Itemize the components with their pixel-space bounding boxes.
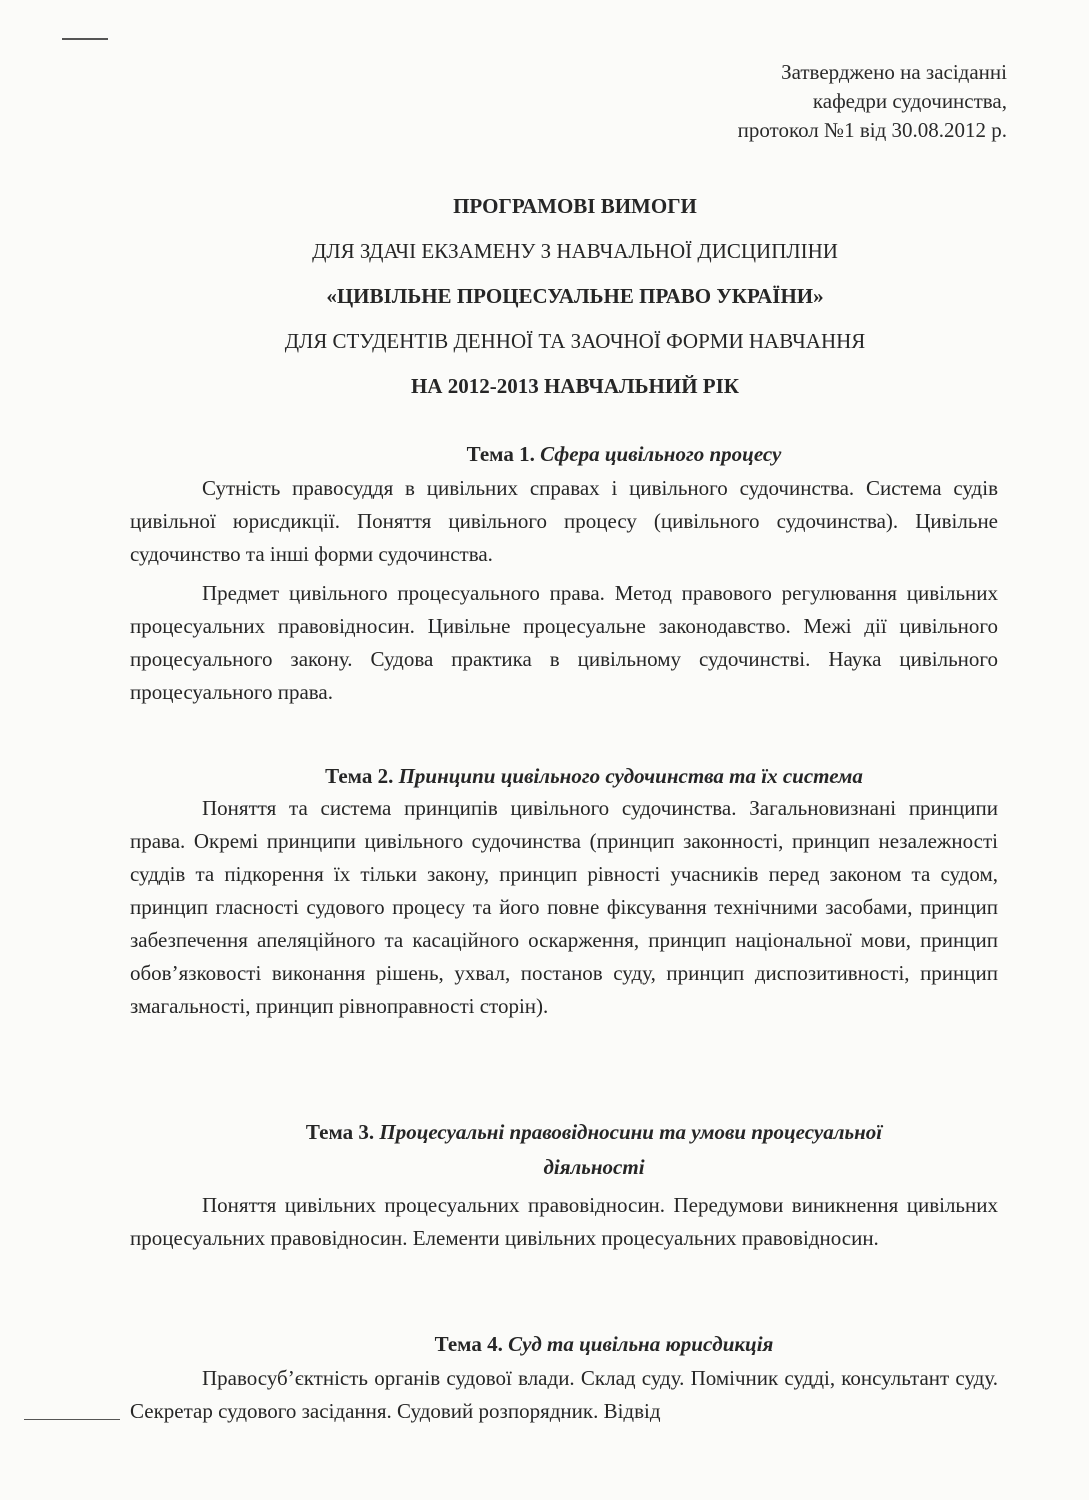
topic-label: Тема 1. <box>466 442 535 466</box>
title-line-5: НА 2012-2013 НАВЧАЛЬНИЙ РІК <box>410 374 740 398</box>
scan-mark <box>24 1419 120 1420</box>
paragraph: Предмет цивільного процесуального права. Метод правового регулювання цивільних процесуальних правовідносин. Цивільне процесуальне законодавство. Межі дії цивільного процесуального закону. Судова практика в цивільному судочинстві. Наука цивільного процесуального права. <box>130 581 998 704</box>
title-line-2: ДЛЯ ЗДАЧІ ЕКЗАМЕНУ З НАВЧАЛЬНОЇ ДИСЦИПЛІНИ <box>312 239 838 263</box>
topic-title: Суд та цивільна юрисдикція <box>508 1332 774 1356</box>
title-line-4: ДЛЯ СТУДЕНТІВ ДЕННОЇ ТА ЗАОЧНОЇ ФОРМИ НАВЧАННЯ <box>284 329 866 353</box>
topic-title: Сфера цивільного процесу <box>540 442 782 466</box>
topic-2 <box>130 762 998 1023</box>
title-line-1: ПРОГРАМОВІ ВИМОГИ <box>453 194 697 218</box>
topic-label: Тема 2. <box>325 764 394 788</box>
approval-note <box>738 58 1007 145</box>
topic-title-line-2: діяльності <box>543 1155 645 1179</box>
topic-heading <box>130 762 998 790</box>
topic-label: Тема 4. <box>434 1332 503 1356</box>
scan-mark <box>62 38 108 40</box>
approval-line-2: кафедри судочинства, <box>812 89 1007 113</box>
topic-heading <box>130 1115 998 1185</box>
paragraph: Поняття цивільних процесуальних правовідносин. Передумови виникнення цивільних процесуальних правовідносин. Елементи цивільних процесуальних правовідносин. <box>130 1193 998 1250</box>
topic-heading <box>130 1330 998 1358</box>
topic-heading <box>130 440 998 468</box>
title-line-3: «ЦИВІЛЬНЕ ПРОЦЕСУАЛЬНЕ ПРАВО УКРАЇНИ» <box>326 284 824 308</box>
topic-4 <box>130 1330 998 1428</box>
paragraph: Сутність правосуддя в цивільних справах і цивільного судочинства. Система судів цивільної юрисдикції. Поняття цивільного процесу (цивільного судочинства). Цивільне судочинство та інші форми судочинства. <box>130 476 998 566</box>
topic-3 <box>130 1115 998 1255</box>
topic-label: Тема 3. <box>305 1120 375 1144</box>
topic-1 <box>130 440 998 709</box>
topic-title: Принципи цивільного судочинства та їх система <box>398 764 863 788</box>
approval-line-3: протокол №1 від 30.08.2012 р. <box>737 118 1007 142</box>
topic-title-line-1: Процесуальні правовідносини та умови процесуальної <box>379 1120 883 1144</box>
approval-line-1: Затверджено на засіданні <box>781 60 1007 84</box>
document-title <box>130 184 1020 409</box>
paragraph: Правосуб’єктність органів судової влади. Склад суду. Помічник судді, консультант суду. Секретар судового засідання. Судовий розпорядник. Відвід <box>130 1366 998 1423</box>
paragraph: Поняття та система принципів цивільного судочинства. Загальновизнані принципи права. Окремі принципи цивільного судочинства (принцип законності, принцип незалежності суддів та підкорення їх тільки закону, принцип рівності учасників перед законом та судом, принцип гласності судового процесу та його повне фіксування технічними засобами, принцип забезпечення апеляційного та касаційного оскарження, принцип національної мови, принцип обов’язковості виконання рішень, ухвал, постанов суду, принцип диспозитивності, принцип змагальності, принцип рівноправності сторін). <box>130 796 998 1018</box>
